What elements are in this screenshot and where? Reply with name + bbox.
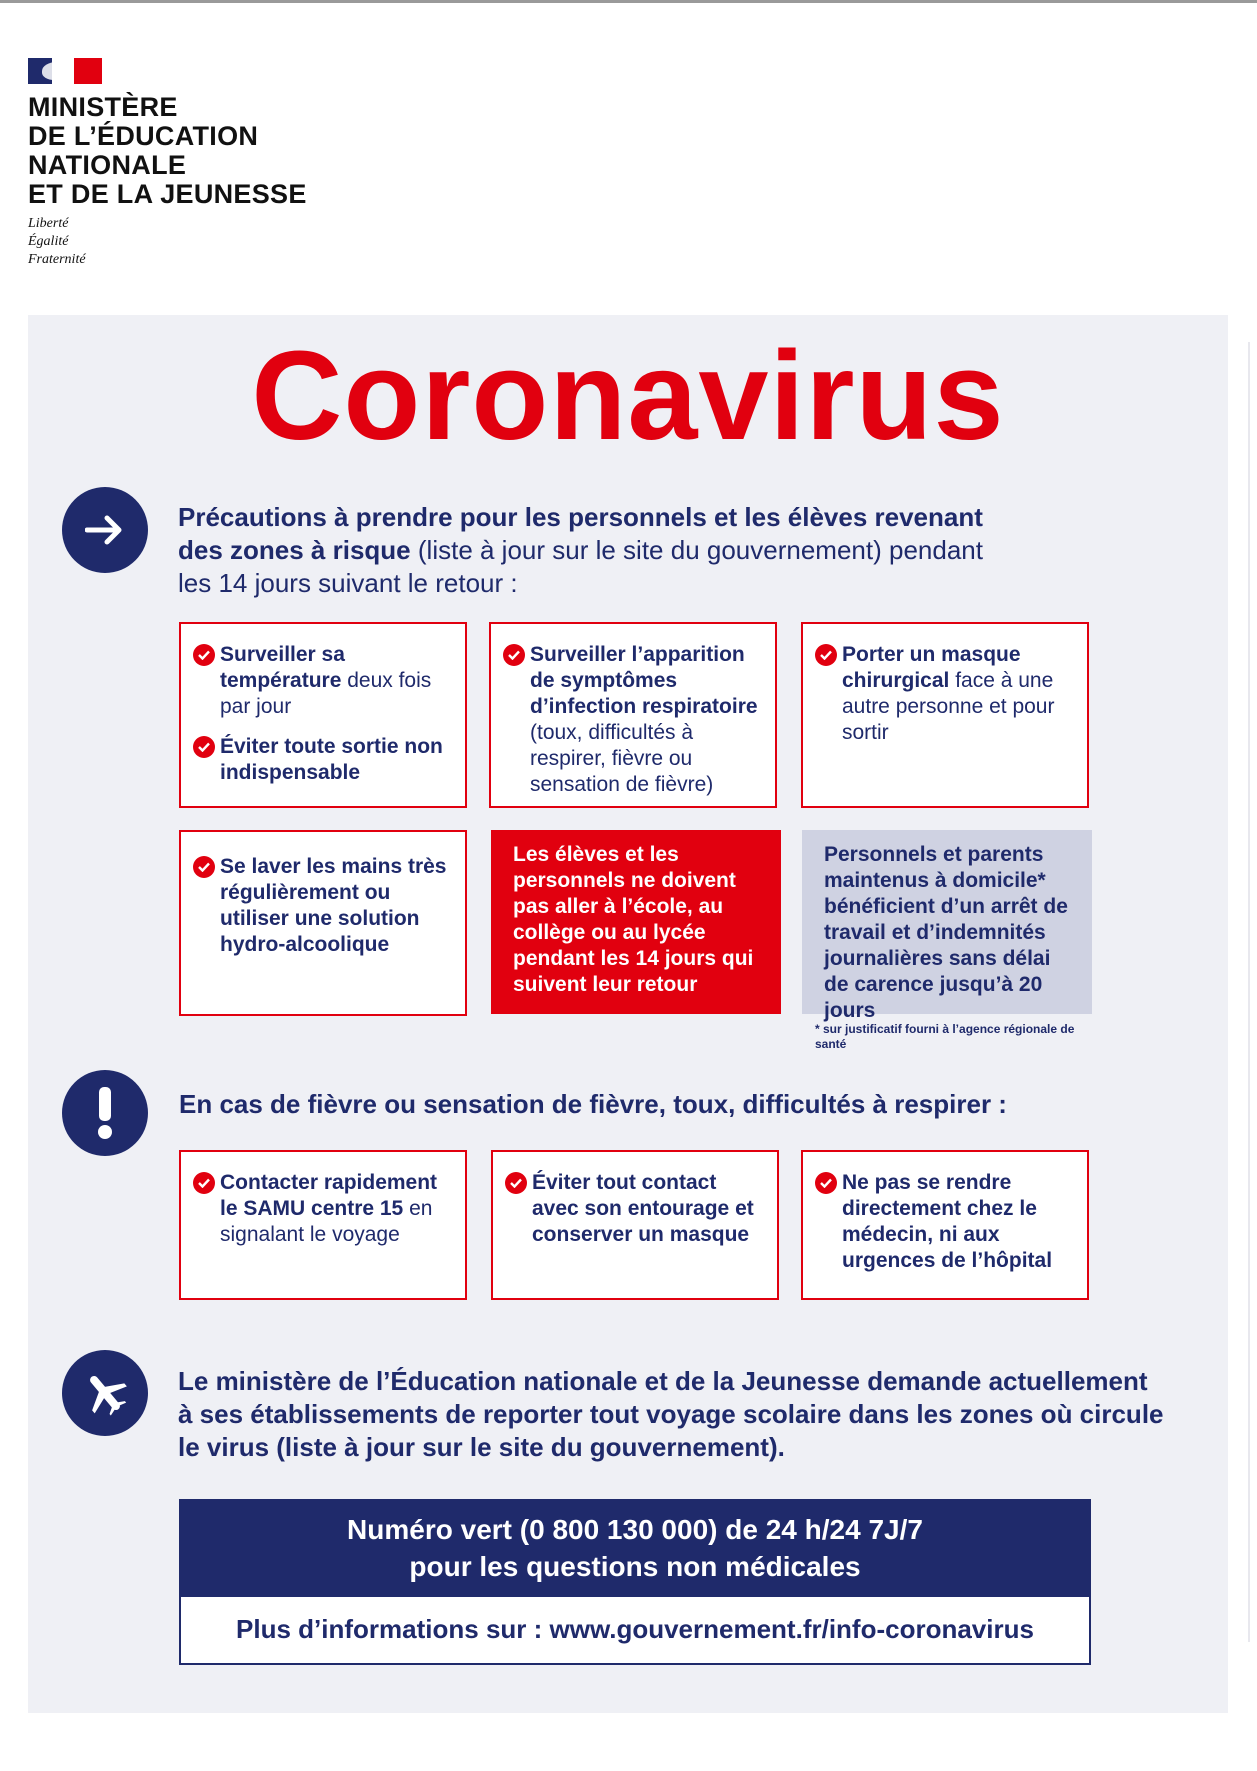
- airplane-icon: [62, 1350, 148, 1436]
- hotline-number: Numéro vert (0 800 130 000) de 24 h/24 7J/7: [347, 1514, 923, 1545]
- item-bold-text: Surveiller sa température: [220, 643, 345, 692]
- item-bold-text: Surveiller l’apparition de symptômes d’infection respiratoire: [530, 643, 758, 718]
- republic-motto: [28, 215, 307, 269]
- item-bold-text: Contacter rapidement le SAMU centre 15: [220, 1171, 438, 1220]
- action-item: [193, 1170, 453, 1248]
- precaution-item: [193, 642, 453, 720]
- poster-panel: [28, 315, 1228, 1713]
- motto-line: Liberté: [28, 216, 69, 231]
- intro-text: (liste à jour sur le site du gouvernement) pendant: [410, 535, 983, 565]
- ministry-line: ET DE LA JEUNESSE: [28, 179, 307, 209]
- precaution-item: [193, 854, 453, 958]
- more-info-link[interactable]: Plus d’informations sur : www.gouvernement.fr/info-coronavirus: [236, 1614, 1034, 1644]
- intro-bold-text: des zones à risque: [178, 535, 411, 565]
- item-bold-text: Éviter toute sortie non indispensable: [220, 735, 443, 784]
- checkmark-icon: [193, 1172, 215, 1194]
- contact-box: [179, 1499, 1091, 1665]
- item-bold-text: Éviter tout contact avec son entourage et conserver un masque: [532, 1171, 754, 1246]
- ministry-logo: [28, 58, 307, 269]
- precaution-box-symptoms: [489, 622, 777, 808]
- precaution-item: [503, 642, 763, 798]
- item-text: deux fois par jour: [220, 669, 432, 718]
- precaution-box-mask: [801, 622, 1089, 808]
- precaution-box-temperature: [179, 622, 467, 808]
- poster-title: Coronavirus: [251, 325, 1005, 466]
- ministry-line: NATIONALE: [28, 150, 187, 180]
- hotline-description: pour les questions non médicales: [409, 1551, 861, 1582]
- action-item: [505, 1170, 765, 1248]
- symptoms-heading: En cas de fièvre ou sensation de fièvre, toux, difficultés à respirer :: [179, 1089, 1007, 1119]
- action-box-samu: [179, 1150, 467, 1300]
- precaution-item: [193, 734, 453, 786]
- item-text: (toux, difficultés à respirer, fièvre ou sensation de fièvre): [530, 721, 714, 796]
- school-attendance-notice: Les élèves et les personnels ne doivent pas aller à l’école, au collège ou au lycée pendant les 14 jours qui suivent leur retour: [491, 830, 781, 1014]
- item-bold-text: Se laver les mains très régulièrement ou utiliser une solution hydro-alcoolique: [220, 855, 447, 956]
- exclamation-icon: [62, 1070, 148, 1156]
- ministry-name: [28, 93, 307, 209]
- motto-line: Fraternité: [28, 252, 86, 267]
- checkmark-icon: [815, 1172, 837, 1194]
- arrow-right-icon: [62, 487, 148, 573]
- sick-leave-notice: Personnels et parents maintenus à domicile* bénéficient d’un arrêt de travail et d’indemnités journalières sans délai de carence jusqu’à 20 jours: [802, 830, 1092, 1014]
- item-text: en signalant le voyage: [220, 1197, 433, 1246]
- item-bold-text: Ne pas se rendre directement chez le médecin, ni aux urgences de l’hôpital: [842, 1171, 1053, 1272]
- footnote: * sur justificatif fourni à l’agence régionale de santé: [815, 1022, 1075, 1051]
- section1-intro: [178, 501, 1158, 600]
- checkmark-icon: [193, 736, 215, 758]
- hotline-banner: [181, 1501, 1089, 1597]
- precaution-item: [815, 642, 1075, 746]
- action-item: [815, 1170, 1075, 1274]
- page-edge: [1248, 342, 1250, 1642]
- precaution-box-handwashing: [179, 830, 467, 1016]
- top-border: [0, 0, 1257, 3]
- action-box-doctor: [801, 1150, 1089, 1300]
- motto-line: Égalité: [28, 234, 69, 249]
- school-trip-notice: Le ministère de l’Éducation nationale et de la Jeunesse demande actuellement à ses établissements de reporter tout voyage scolaire dans les zones où circule le virus (liste à jour sur le site du gouvernement).: [178, 1366, 1164, 1462]
- checkmark-icon: [193, 856, 215, 878]
- checkmark-icon: [815, 644, 837, 666]
- item-bold-text: Porter un masque chirurgical: [842, 643, 1021, 692]
- checkmark-icon: [193, 644, 215, 666]
- checkmark-icon: [505, 1172, 527, 1194]
- intro-text: les 14 jours suivant le retour :: [178, 568, 518, 598]
- checkmark-icon: [503, 644, 525, 666]
- item-text: face à une autre personne et pour sortir: [842, 669, 1055, 744]
- ministry-line: MINISTÈRE: [28, 92, 178, 122]
- action-box-contact: [491, 1150, 779, 1300]
- republic-flag-icon: [28, 58, 102, 84]
- ministry-line: DE L’ÉDUCATION: [28, 121, 259, 151]
- intro-bold-text: Précautions à prendre pour les personnels et les élèves revenant: [178, 502, 983, 532]
